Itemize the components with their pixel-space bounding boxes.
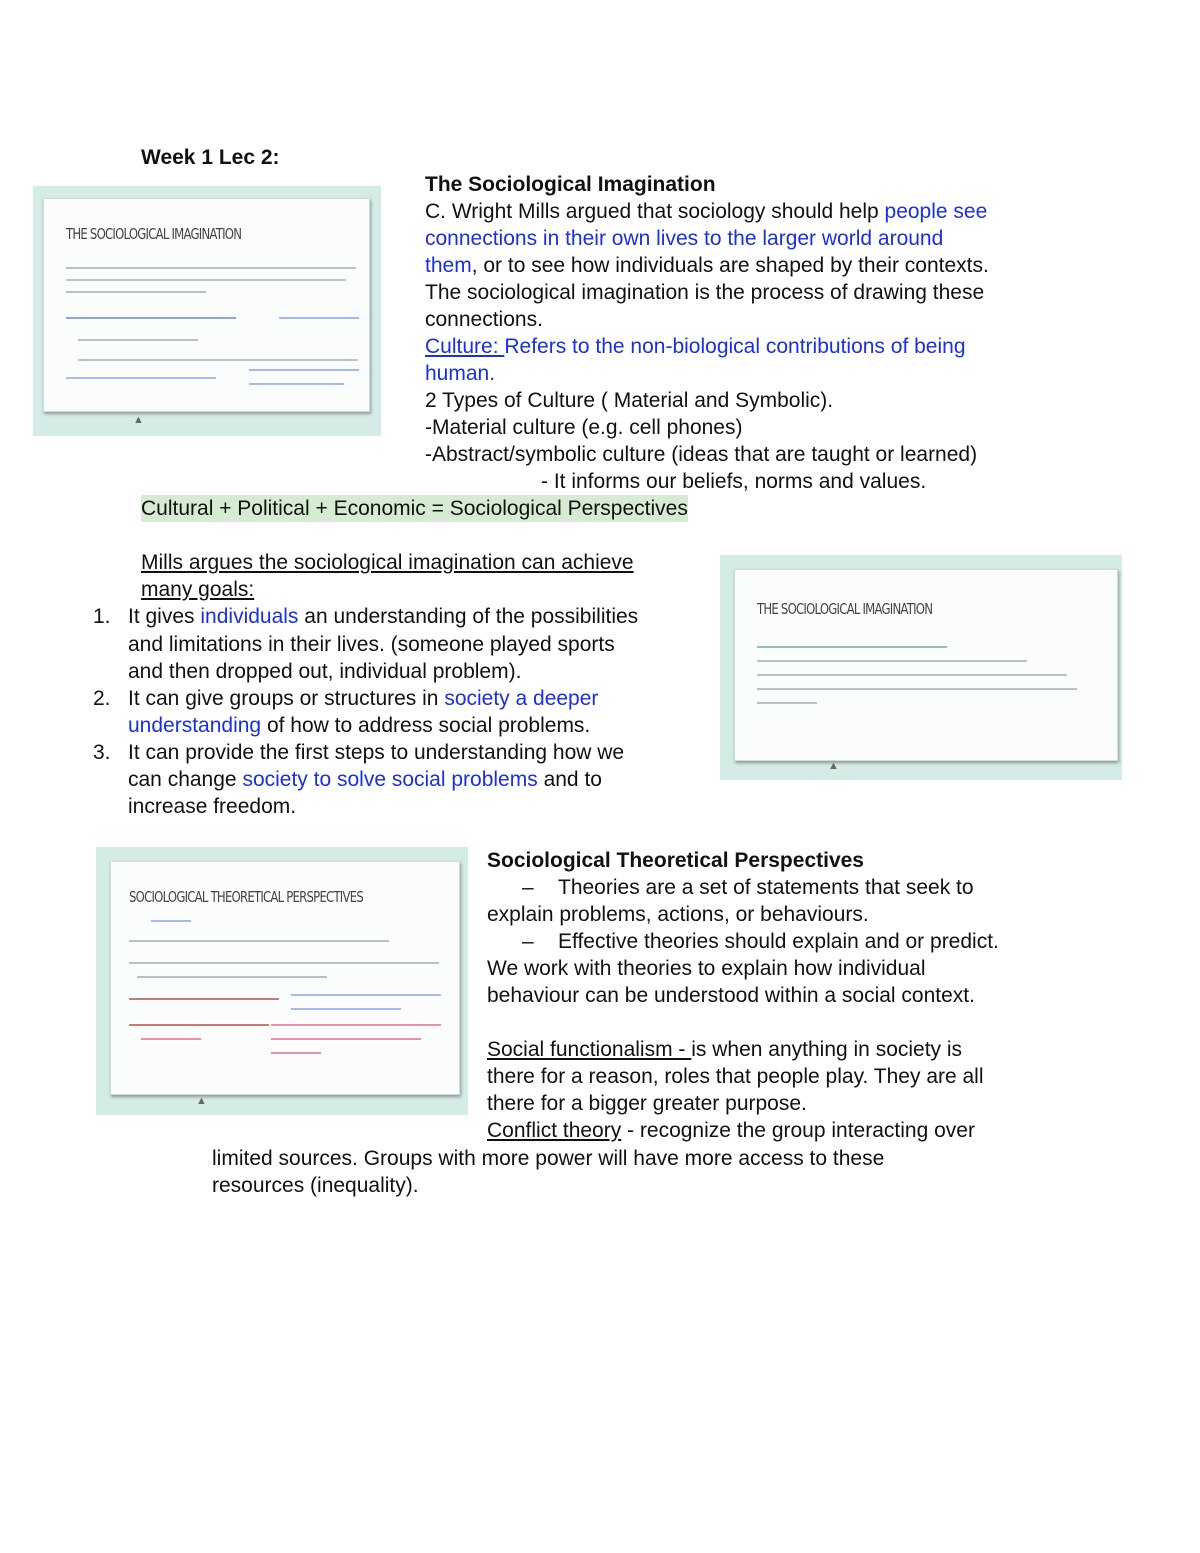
bullet-dash: – xyxy=(522,930,534,953)
page-title: Week 1 Lec 2: xyxy=(141,146,280,169)
paragraph-line: The sociological imagination is the process of drawing these xyxy=(425,281,985,304)
highlighted-text: society to solve social problems xyxy=(242,768,538,791)
section-title-theoretical-perspectives: Sociological Theoretical Perspectives xyxy=(487,849,864,872)
bullet-text: Effective theories should explain and or predict. xyxy=(558,930,999,953)
list-item-text: and then dropped out, individual problem). xyxy=(128,660,522,683)
highlighted-equation: Cultural + Political + Economic = Sociological Perspectives xyxy=(141,497,688,520)
text-span: is when anything in society is xyxy=(691,1038,963,1061)
list-item-text xyxy=(128,712,590,739)
culture-definition-cont: human. xyxy=(425,362,496,385)
paragraph-line: 2 Types of Culture ( Material and Symbolic). xyxy=(425,389,834,412)
text-span: - xyxy=(678,1038,692,1061)
paragraph-line: limited sources. Groups with more power will have more access to these xyxy=(212,1147,885,1170)
highlighted-text: society a deeper xyxy=(444,687,599,710)
functionalism-definition xyxy=(487,1036,962,1063)
paragraph-line: We work with theories to explain how individual xyxy=(487,957,926,980)
paragraph-line: resources (inequality). xyxy=(212,1174,419,1197)
list-item-text xyxy=(128,685,598,712)
goals-intro-cont: many goals: xyxy=(141,578,255,601)
slide-title: SOCIOLOGICAL THEORETICAL PERSPECTIVES xyxy=(129,888,363,906)
text-span: It gives xyxy=(128,605,201,628)
slide-title: THE SOCIOLOGICAL IMAGINATION xyxy=(66,225,242,243)
bullet-dash: – xyxy=(522,876,534,899)
culture-definition xyxy=(425,333,966,360)
text-span: an understanding of the possibilities xyxy=(298,605,639,628)
paragraph-line: connections. xyxy=(425,308,543,331)
paragraph-line: - It informs our beliefs, norms and values. xyxy=(541,470,927,493)
highlighted-text: connections in their own lives to the larger world around xyxy=(425,227,944,250)
text-span: Refers to the non-biological contributions of being xyxy=(504,335,966,358)
conflict-definition xyxy=(487,1117,975,1144)
list-item-text xyxy=(128,603,638,630)
bullet-text: Theories are a set of statements that seek to xyxy=(558,876,974,899)
list-number: 3. xyxy=(93,741,111,764)
paragraph-line: there for a reason, roles that people play. They are all xyxy=(487,1065,984,1088)
text-span: and to xyxy=(537,768,602,791)
bullet-text-cont: explain problems, actions, or behaviours. xyxy=(487,903,869,926)
text-span: , or to see how individuals are shaped by their contexts. xyxy=(471,254,989,277)
paragraph-line: there for a bigger greater purpose. xyxy=(487,1092,807,1115)
list-item-text: increase freedom. xyxy=(128,795,297,818)
highlighted-text: them xyxy=(425,254,472,277)
list-number: 1. xyxy=(93,605,111,628)
slide-thumbnail-sociological-imagination-2: THE SOCIOLOGICAL IMAGINATION ▲ xyxy=(720,555,1122,780)
slide-title: THE SOCIOLOGICAL IMAGINATION xyxy=(757,600,933,618)
text-span: - recognize the group interacting over xyxy=(621,1119,975,1142)
paragraph-line: behaviour can be understood within a social context. xyxy=(487,984,975,1007)
list-item-text xyxy=(128,766,602,793)
text-span: can change xyxy=(128,768,243,791)
paragraph-line: -Abstract/symbolic culture (ideas that are taught or learned) xyxy=(425,443,978,466)
highlighted-text: individuals xyxy=(200,605,299,628)
text-span: It can give groups or structures in xyxy=(128,687,445,710)
conflict-term: Conflict theory xyxy=(487,1119,622,1142)
list-item-text: It can provide the first steps to understanding how we xyxy=(128,741,625,764)
text-span: of how to address social problems. xyxy=(261,714,591,737)
functionalism-term: Social functionalism xyxy=(487,1038,679,1061)
goals-intro: Mills argues the sociological imagination can achieve xyxy=(141,551,634,574)
list-number: 2. xyxy=(93,687,111,710)
highlighted-text: understanding xyxy=(128,714,262,737)
slide-thumbnail-theoretical-perspectives: SOCIOLOGICAL THEORETICAL PERSPECTIVES ▲ xyxy=(96,847,468,1115)
culture-term: Culture: xyxy=(425,335,505,358)
list-item-text: and limitations in their lives. (someone played sports xyxy=(128,633,615,656)
paragraph-line xyxy=(425,198,987,225)
paragraph-line xyxy=(425,252,989,279)
section-title-sociological-imagination: The Sociological Imagination xyxy=(425,173,716,196)
paragraph-line: -Material culture (e.g. cell phones) xyxy=(425,416,743,439)
slide-thumbnail-sociological-imagination: THE SOCIOLOGICAL IMAGINATION ▲ xyxy=(33,186,381,436)
text-span: C. Wright Mills argued that sociology should help xyxy=(425,200,885,223)
highlighted-text: people see xyxy=(884,200,988,223)
